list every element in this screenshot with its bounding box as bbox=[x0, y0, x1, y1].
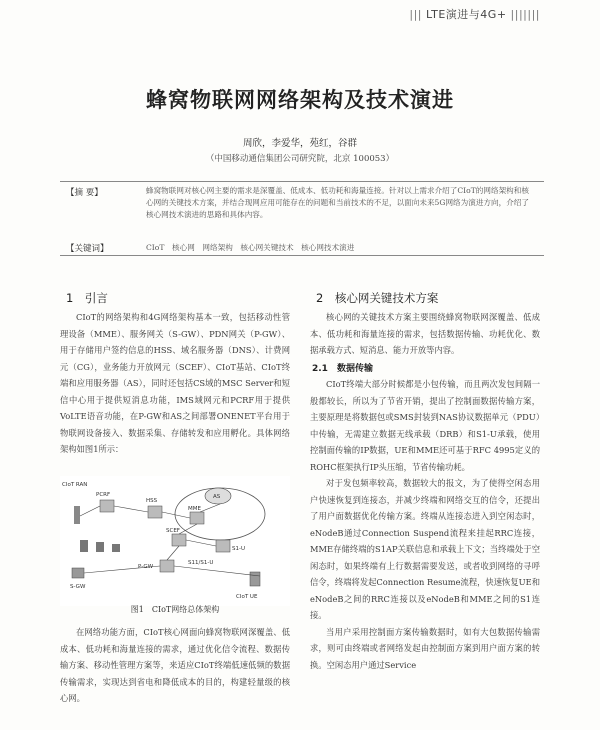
figure-label: P-GW bbox=[138, 564, 154, 570]
figure-label: MME bbox=[188, 506, 201, 512]
section2-paragraph: 核心网的关键技术方案主要围绕蜂窝物联网深覆盖、低成本、低功耗和海量连接的需求，包括数据传输、功耗优化、数据承载方式、短消息、能力开放等内容。 bbox=[310, 312, 540, 355]
section1-body-continued bbox=[60, 624, 290, 707]
paper-title: 蜂窝物联网网络架构及技术演进 bbox=[146, 88, 454, 112]
figure-caption: 图1 CIoT网络总体架构 bbox=[130, 605, 220, 614]
abstract-box bbox=[60, 181, 544, 256]
figure-label: HSS bbox=[146, 498, 158, 504]
section2-heading: 2 核心网关键技术方案 bbox=[316, 291, 439, 305]
device-icon bbox=[96, 542, 104, 552]
figure-label: S11/S1-U bbox=[188, 560, 214, 566]
section2-body bbox=[310, 376, 540, 673]
sgw-node bbox=[72, 568, 84, 578]
section1-heading: 1 引言 bbox=[66, 291, 108, 305]
scef-node bbox=[172, 534, 186, 546]
header-bars-left: ||| bbox=[409, 8, 423, 21]
authors: 周欣，李爱华，苑红，谷群 bbox=[242, 138, 357, 149]
figure-label: SCEF bbox=[166, 528, 180, 534]
section2-paragraph: CIoT终端大部分时候都是小包传输，而且两次发包间隔一般都较长，所以为了节省开销，提出了控制面数据传输方案，主要原理是将数据包或SMS封装到NAS协议数据单元（PDU）中传输，无需建立数据无线承载（DRB）和S1-U承载，使用控制面传输的IP数据，UE和MME还可基于RFC 4995定义的ROHC框架执行IP头压缩，节省传输功耗。 bbox=[310, 379, 540, 472]
s1u-node bbox=[216, 540, 230, 552]
figure-label: S-GW bbox=[70, 584, 86, 590]
pcrf-node bbox=[100, 500, 114, 512]
figure-label: PCRF bbox=[96, 492, 111, 498]
device-icon bbox=[80, 540, 88, 552]
keywords-label: 【关键词】 bbox=[66, 244, 109, 254]
pgw-node bbox=[160, 560, 174, 572]
abstract-text: 蜂窝物联网对核心网主要的需求是深覆盖、低成本、低功耗和海量连接。针对以上需求介绍了CIoT的网络架构和核心网的关键技术方案，并结合现网应用可能存在的问题和当前技术的不足，以面向未来5G网络为演进方向，介绍了核心网技术演进的思路和具体内容。 bbox=[146, 186, 529, 219]
affiliation: （中国移动通信集团公司研究院，北京 100053） bbox=[205, 154, 395, 164]
running-header bbox=[409, 6, 540, 22]
ciot-ue-device bbox=[250, 572, 260, 586]
device-icon bbox=[112, 544, 120, 552]
section1-paragraph: 在网络功能方面，CIoT核心网面向蜂窝物联网深覆盖、低成本、低功耗和海量连接的需求，通过优化信令流程、数据传输方案、移动性管理方案等，来适应CIoT终端低速低频的数据传输需求，实现达到省电和降低成本的目的，构建轻量级的核心网。 bbox=[60, 627, 290, 703]
header-bars-right: ||||||| bbox=[510, 8, 540, 21]
section1-paragraph: CIoT的网络架构和4G网络架构基本一致，包括移动性管理设备（MME）、服务网关（S-GW）、PDN网关（P-GW）、用于存储用户签约信息的HSS、域名服务器（DNS）、计费网元（CG），业务能力开放网元（SCEF）、CIoT基站、CIoT终端和应用服务器（AS），同时还包括CS域的MSC Server和短信中心用于提供短消息功能，IMS域网元和PCRF用于提供VoLTE语音功能，在P-GW和AS之间部署ONENET平台用于物联网设备接入、数据采集、存储转发和应用孵化。具体网络架构如图1所示： bbox=[60, 312, 290, 454]
figure-label: CIoT RAN bbox=[62, 482, 88, 488]
subsection-heading: 2.1 数据传输 bbox=[312, 364, 373, 374]
figure-label: CIoT UE bbox=[236, 594, 258, 600]
section2-paragraph: 对于发包频率较高，数据较大的报文，为了使得空闲态用户快速恢复到连接态，并减少终端和网络交互的信令，还提出了用户面数据优化传输方案。终端从连接态进入到空闲态时，eNodeB通过Connection Suspend流程来挂起RRC连接，MME存储终端的S1AP关联信息和承载上下文；当终端处于空闲态时，如果终端有上行数据需要发送，或者收到网络的寻呼信令，终端将发起Connection Resume流程，快速恢复UE和eNodeB之间的RRC连接以及eNodeB和MME之间的S1连接。 bbox=[310, 478, 540, 620]
section1-body bbox=[60, 309, 290, 458]
base-station-icon bbox=[74, 506, 80, 524]
network-architecture-figure bbox=[60, 476, 290, 606]
figure-label: AS bbox=[213, 494, 221, 500]
hss-node bbox=[148, 506, 162, 518]
section2-paragraph: 当用户采用控制面方案传输数据时，如有大包数据传输需求，则可由终端或者网络发起由控制面方案到用户面方案的转换。空闲态用户通过Service bbox=[310, 626, 540, 670]
header-text: LTE演进与4G+ bbox=[426, 8, 507, 21]
figure-label: S1-U bbox=[232, 546, 246, 552]
mme-node bbox=[190, 512, 204, 524]
section2-intro bbox=[310, 309, 540, 359]
abstract-label: 【摘 要】 bbox=[66, 188, 103, 198]
keywords-text: CIoT 核心网 网络架构 核心网关键技术 核心网技术演进 bbox=[146, 243, 355, 252]
